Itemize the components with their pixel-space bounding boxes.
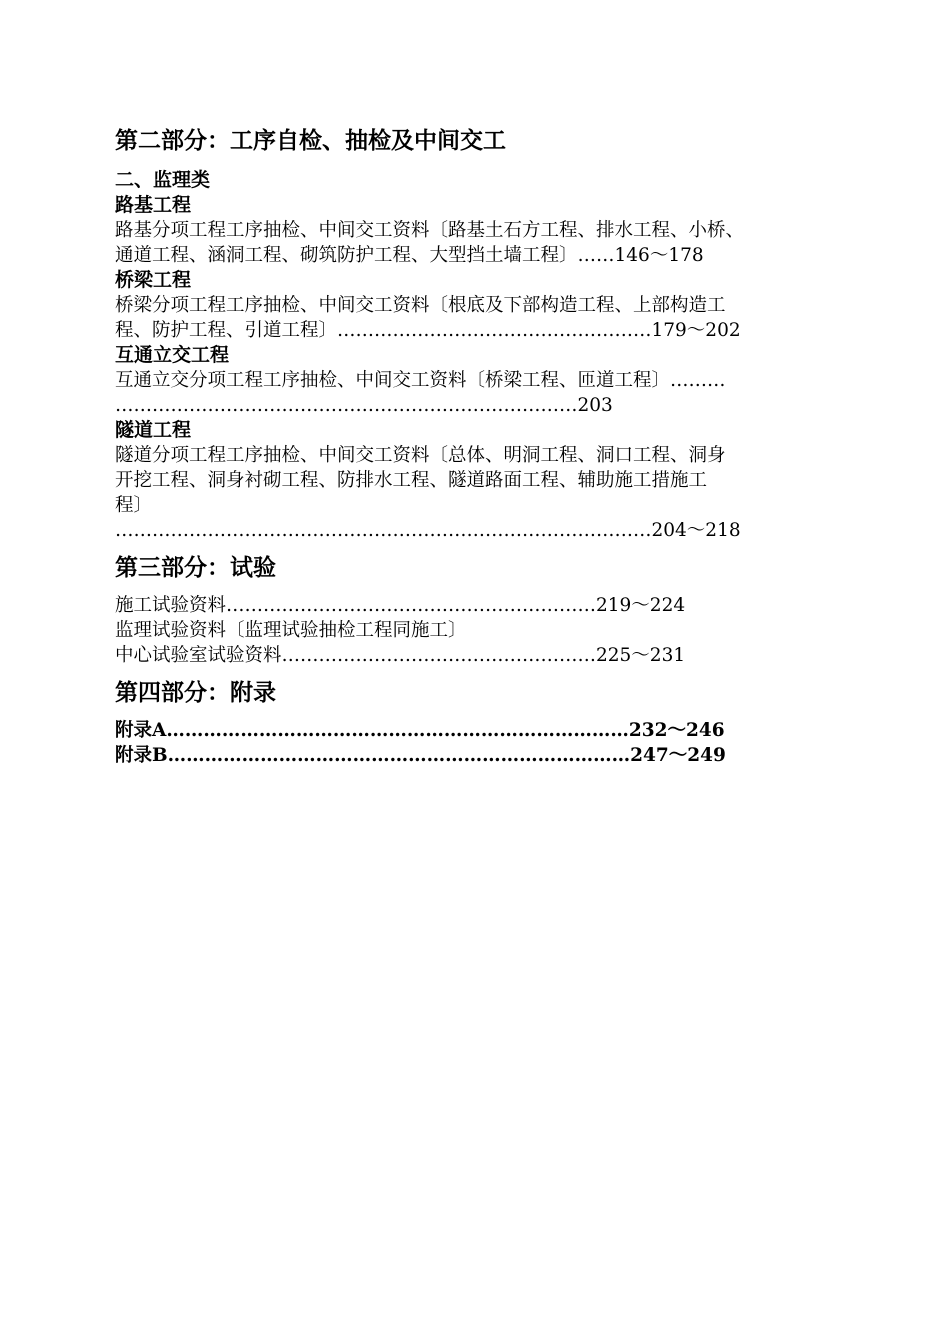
bridge-entry-line2: 程、防护工程、引道工程〕……………………………………………179～202 [115, 320, 741, 341]
roadbed-heading: 路基工程 [115, 194, 192, 216]
interchange-heading: 互通立交工程 [115, 344, 230, 366]
part3-title: 第三部分：试验 [115, 555, 276, 581]
bridge-heading: 桥梁工程 [115, 269, 192, 291]
appendix-b-entry: 附录B…………………………………………………………………247～249 [115, 745, 726, 766]
roadbed-entry-line1: 路基分项工程工序抽检、中间交工资料〔路基土石方工程、排水工程、小桥、 [115, 220, 745, 241]
interchange-entry-line1: 互通立交分项工程工序抽检、中间交工资料〔桥梁工程、匝道工程〕……… [115, 370, 726, 391]
central-lab-test-entry: 中心试验室试验资料……………………………………………225～231 [115, 645, 686, 666]
tunnel-heading: 隧道工程 [115, 419, 192, 441]
appendix-a-entry: 附录A…………………………………………………………………232～246 [115, 720, 725, 741]
tunnel-entry-line2: 开挖工程、洞身衬砌工程、防排水工程、隧道路面工程、辅助施工措施工 [115, 470, 708, 491]
supervision-test-entry: 监理试验资料〔监理试验抽检工程同施工〕 [115, 620, 467, 641]
part2-category: 二、监理类 [115, 169, 211, 191]
bridge-entry-line1: 桥梁分项工程工序抽检、中间交工资料〔根底及下部构造工程、上部构造工 [115, 295, 726, 316]
tunnel-entry-line3: 程〕 [115, 495, 153, 516]
roadbed-entry-line2: 通道工程、涵洞工程、砌筑防护工程、大型挡土墙工程〕……146～178 [115, 245, 704, 266]
table-of-contents [115, 126, 875, 768]
tunnel-entry-line4: ……………………………………………………………………………204～218 [115, 520, 741, 541]
tunnel-entry-line1: 隧道分项工程工序抽检、中间交工资料〔总体、明洞工程、洞口工程、洞身 [115, 445, 726, 466]
part4-title: 第四部分：附录 [115, 680, 276, 706]
construction-test-entry: 施工试验资料……………………………………………………219～224 [115, 595, 686, 616]
interchange-entry-line2: …………………………………………………………………203 [115, 395, 613, 416]
part2-title: 第二部分：工序自检、抽检及中间交工 [115, 128, 506, 154]
